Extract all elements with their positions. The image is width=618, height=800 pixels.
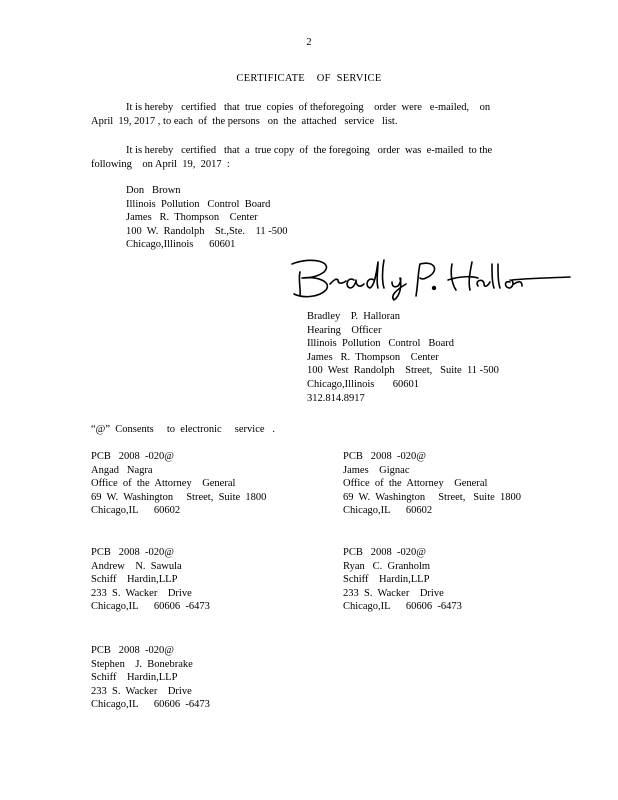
docket-number: PCB 2008 -020@ <box>91 645 174 656</box>
service-paragraph-2 <box>91 144 505 171</box>
signer-line: 100 West Randolph Street, Suite 11 -500 <box>307 365 499 377</box>
paragraph-1-line-2: April 19, 2017 , to each of the persons on the attached service list. <box>91 115 398 127</box>
signer-line: Bradley P. Halloran <box>307 311 401 322</box>
party-office: Office of the Attorney General <box>343 478 488 490</box>
document-title: CERTIFICATE OF SERVICE <box>236 73 382 84</box>
signer-line: Chicago,Illinois 60601 <box>307 378 419 390</box>
party-street: 233 S. Wacker Drive <box>343 587 444 599</box>
recipient-line: Chicago,Illinois 60601 <box>126 239 236 251</box>
signer-line: Hearing Officer <box>307 324 382 336</box>
primary-recipient-address <box>126 184 288 252</box>
docket-number: PCB 2008 -020@ <box>91 547 174 558</box>
recipient-line: 100 W. Randolph St.,Ste. 11 -500 <box>126 225 288 237</box>
paragraph-2-line-2: following on April 19, 2017 : <box>91 158 230 170</box>
party-city: Chicago,IL 60602 <box>343 505 433 517</box>
service-paragraph-1 <box>91 101 505 128</box>
signer-line: James R. Thompson Center <box>307 351 439 363</box>
service-entry <box>343 546 462 614</box>
signer-line: 312.814.8917 <box>307 392 365 404</box>
consent-note: “@” Consents to electronic service . <box>91 424 276 435</box>
docket-number: PCB 2008 -020@ <box>343 547 426 558</box>
docket-number: PCB 2008 -020@ <box>343 451 426 462</box>
service-entry <box>343 450 521 518</box>
party-name: James Gignac <box>343 464 410 476</box>
party-street: 69 W. Washington Street, Suite 1800 <box>343 491 522 503</box>
party-city: Chicago,IL 60606 -6473 <box>91 699 210 711</box>
signer-line: Illinois Pollution Control Board <box>307 338 455 350</box>
party-name: Stephen J. Bonebrake <box>91 658 193 670</box>
party-city: Chicago,IL 60602 <box>91 505 181 517</box>
party-city: Chicago,IL 60606 -6473 <box>91 601 210 613</box>
party-office: Schiff Hardin,LLP <box>343 574 430 586</box>
party-name: Ryan C. Granholm <box>343 560 431 572</box>
party-street: 233 S. Wacker Drive <box>91 587 192 599</box>
service-entry <box>91 644 210 712</box>
party-name: Angad Nagra <box>91 464 153 476</box>
recipient-line: James R. Thompson Center <box>126 212 258 224</box>
recipient-line: Illinois Pollution Control Board <box>126 198 271 210</box>
party-name: Andrew N. Sawula <box>91 560 182 572</box>
docket-number: PCB 2008 -020@ <box>91 451 174 462</box>
paragraph-2-line-1: It is hereby certified that a true copy of the foregoing order was e-mailed to the <box>126 145 493 156</box>
party-street: 233 S. Wacker Drive <box>91 685 192 697</box>
service-entry <box>91 546 210 614</box>
recipient-line: Don Brown <box>126 185 181 196</box>
party-office: Office of the Attorney General <box>91 478 236 490</box>
service-entry <box>91 450 266 518</box>
handwritten-signature <box>288 250 578 304</box>
signer-block <box>307 310 499 405</box>
party-city: Chicago,IL 60606 -6473 <box>343 601 462 613</box>
party-office: Schiff Hardin,LLP <box>91 672 178 684</box>
party-street: 69 W. Washington Street, Suite 1800 <box>91 491 267 503</box>
page-number: 2 <box>306 37 312 48</box>
party-office: Schiff Hardin,LLP <box>91 574 178 586</box>
paragraph-1-line-1: It is hereby certified that true copies of theforegoing order were e-mailed, on <box>126 102 491 113</box>
